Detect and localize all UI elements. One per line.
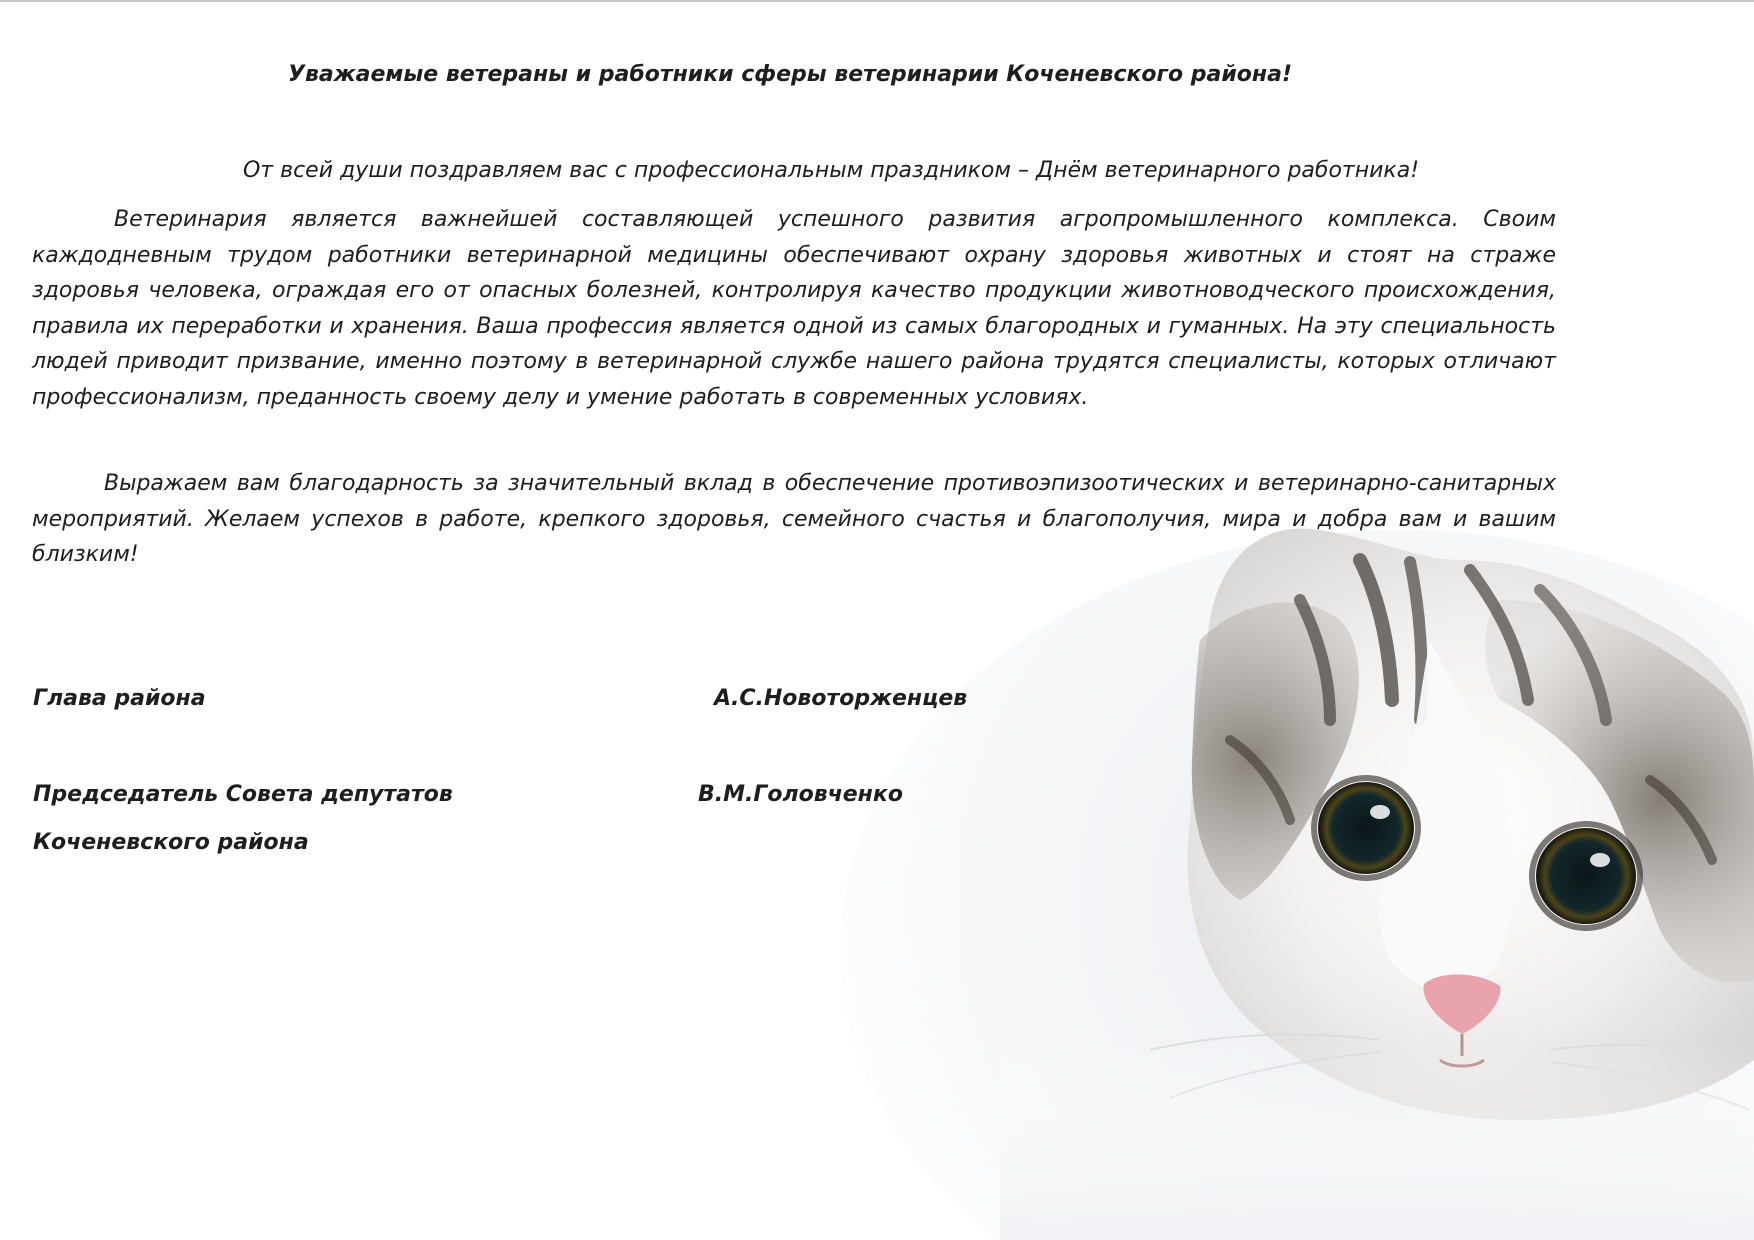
signatory-title: Глава района bbox=[33, 686, 206, 711]
letter-heading: Уважаемые ветераны и работники сферы ветеринарии Коченевского района! bbox=[288, 62, 1292, 87]
letter-paragraph: Ветеринария является важнейшей составляющей успешного развития агропромышленного комплекса. Своим каждодневным трудом работники ветеринарной медицины обеспечивают охрану здоровья животных и стоят на страже здоровья человека, ограждая его от опасных болезней, контролируя качество продукции животноводческого происхождения, правила их переработки и хранения. Ваша профессия является одной из самых благородных и гуманных. На эту специальность людей приводит призвание, именно поэтому в ветеринарной службе нашего района трудятся специалисты, которых отличают профессионализм, преданность своему делу и умение работать в современных условиях. bbox=[32, 207, 1556, 410]
signatory-name: В.М.Головченко bbox=[698, 782, 903, 807]
signatory-name: А.С.Новоторженцев bbox=[714, 686, 968, 711]
letter-greeting: От всей души поздравляем вас с профессиональным праздником – Днём ветеринарного работника! bbox=[242, 158, 1420, 183]
signatory-title-line2: Коченевского района bbox=[33, 830, 309, 855]
signatory-title: Председатель Совета депутатов bbox=[33, 782, 453, 807]
letter-paragraph: Выражаем вам благодарность за значительный вклад в обеспечение противоэпизоотических и ветеринарно-санитарных мероприятий. Желаем успехов в работе, крепкого здоровья, семейного счастья и благополучия, мира и добра вам и вашим близким! bbox=[32, 471, 1556, 567]
